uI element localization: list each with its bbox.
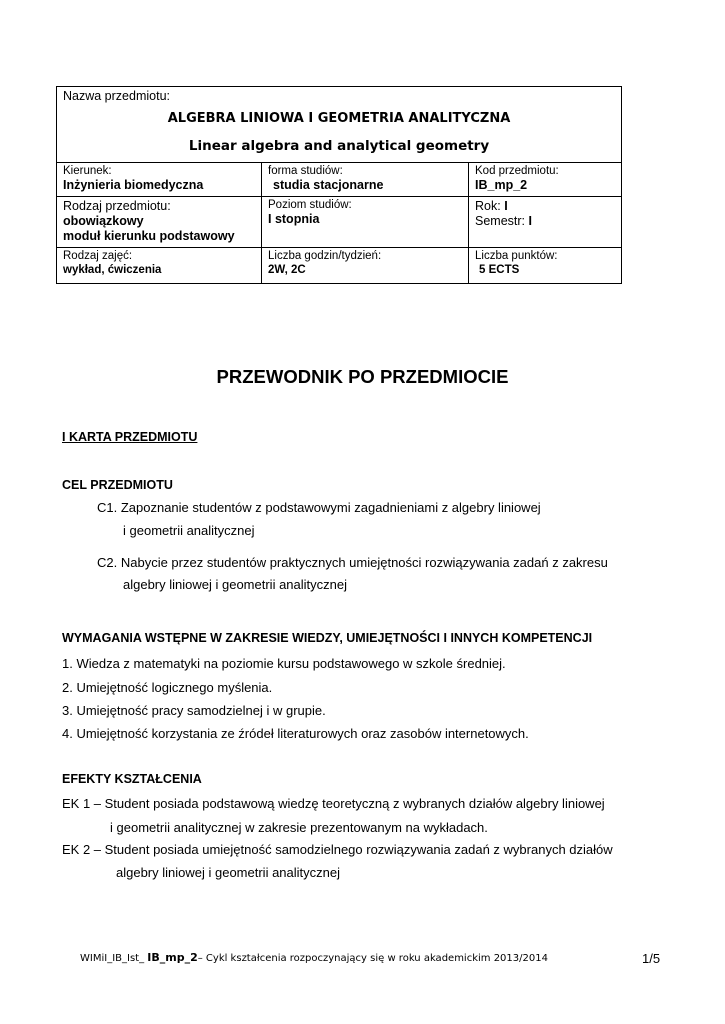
points-value: 5 ECTS — [479, 264, 520, 276]
outcomes-heading: EFEKTY KSZTAŁCENIA — [62, 772, 202, 786]
class-type-value: wykład, ćwiczenia — [63, 264, 162, 276]
outcome-ek1-line2: i geometrii analitycznej w zakresie prezentowanym na wykładach. — [110, 820, 488, 835]
class-type-cell — [57, 248, 262, 284]
study-level-value: I stopnia — [268, 212, 320, 226]
study-form-label: forma studiów: — [268, 165, 343, 177]
field-of-study-label: Kierunek: — [63, 165, 112, 177]
requirements-heading: WYMAGANIA WSTĘPNE W ZAKRESIE WIEDZY, UMIEJĘTNOŚCI I INNYCH KOMPETENCJI — [62, 631, 593, 645]
course-code-label: Kod przedmiotu: — [475, 165, 559, 177]
study-form-value: studia stacjonarne — [273, 178, 384, 192]
requirement-item-4: 4. Umiejętność korzystania ze źródeł literaturowych oraz zasobów internetowych. — [62, 726, 529, 741]
year-line — [475, 199, 615, 214]
cel-heading: CEL PRZEDMIOTU — [62, 478, 173, 492]
footer-course-code: IB_mp_2 — [147, 951, 198, 964]
course-name-cell — [57, 87, 622, 163]
page-footer — [80, 951, 548, 964]
course-code-cell — [469, 163, 622, 197]
semester-value: I — [528, 214, 532, 228]
year-value: I — [504, 199, 508, 213]
course-name-pl: ALGEBRA LINIOWA I GEOMETRIA ANALITYCZNA — [167, 111, 511, 126]
footer-prefix: WIMiI_IB_Ist_ — [80, 953, 148, 964]
outcome-ek2-line2: algebry liniowej i geometrii analitycznej — [116, 865, 340, 880]
points-label: Liczba punktów: — [475, 250, 558, 262]
page-title: PRZEWODNIK PO PRZEDMIOCIE — [216, 366, 509, 387]
field-of-study-value: Inżynieria biomedyczna — [63, 178, 204, 192]
hours-label: Liczba godzin/tydzień: — [268, 250, 382, 262]
hours-value: 2W, 2C — [268, 264, 306, 276]
course-code-value: IB_mp_2 — [475, 178, 528, 192]
study-form-cell — [262, 163, 469, 197]
study-level-cell — [262, 197, 469, 248]
points-cell — [469, 248, 622, 284]
course-type-label: Rodzaj przedmiotu: — [63, 199, 171, 213]
semester-label: Semestr: — [475, 214, 526, 228]
requirement-item-1: 1. Wiedza z matematyki na poziomie kursu podstawowego w szkole średniej. — [62, 656, 506, 671]
course-info-table — [56, 86, 622, 284]
hours-cell — [262, 248, 469, 284]
cel-c1-line2: i geometrii analitycznej — [123, 523, 255, 538]
outcome-ek2-line1: EK 2 – Student posiada umiejętność samodzielnego rozwiązywania zadań z wybranych działów — [62, 842, 613, 857]
cel-c2-line2: algebry liniowej i geometrii analitycznej — [123, 577, 347, 592]
footer-cycle-text: – Cykl kształcenia rozpoczynający się w roku akademickim 2013/2014 — [197, 953, 548, 964]
study-level-label: Poziom studiów: — [268, 199, 352, 211]
class-type-label: Rodzaj zajęć: — [63, 250, 133, 262]
course-type-value: obowiązkowy — [63, 214, 144, 228]
requirement-item-3: 3. Umiejętność pracy samodzielnej i w grupie. — [62, 703, 326, 718]
cel-c1-line1: C1. Zapoznanie studentów z podstawowymi zagadnieniami z algebry liniowej — [97, 500, 541, 515]
course-type-cell — [57, 197, 262, 248]
course-name-en: Linear algebra and analytical geometry — [188, 138, 490, 154]
year-label: Rok: — [475, 199, 501, 213]
course-name-label: Nazwa przedmiotu: — [63, 89, 170, 103]
page-number: 1/5 — [642, 951, 661, 966]
requirement-item-2: 2. Umiejętność logicznego myślenia. — [62, 680, 273, 695]
year-semester-cell — [469, 197, 622, 248]
course-module-value: moduł kierunku podstawowy — [63, 229, 235, 243]
outcome-ek1-line1: EK 1 – Student posiada podstawową wiedzę teoretyczną z wybranych działów algebry liniowej — [62, 796, 605, 811]
field-of-study-cell — [57, 163, 262, 197]
section-heading-karta: I KARTA PRZEDMIOTU — [62, 430, 198, 444]
cel-c2-line1: C2. Nabycie przez studentów praktycznych umiejętności rozwiązywania zadań z zakresu — [97, 555, 608, 570]
semester-line — [475, 214, 615, 229]
